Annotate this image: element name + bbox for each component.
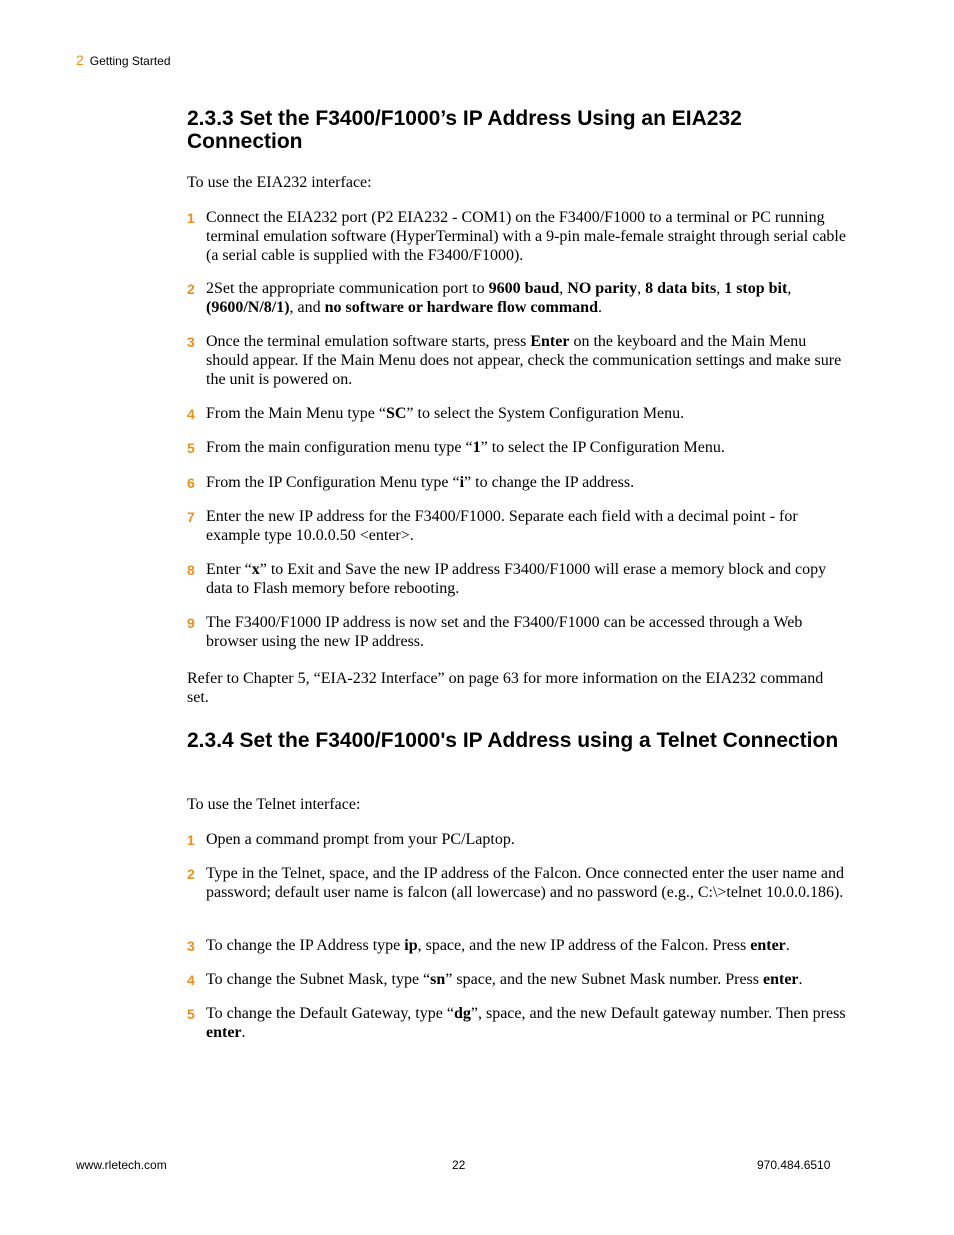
step-number: 2 (187, 281, 195, 297)
step-text: Enter the new IP address for the F3400/F1000. Separate each field with a decimal point - for example type 10.0.0.50 <enter>. (206, 508, 798, 544)
section2-step (187, 830, 847, 849)
step-text: Enter “x” to Exit and Save the new IP address F3400/F1000 will erase a memory block and copy data to Flash memory before rebooting. (206, 561, 827, 597)
section2-intro: To use the Telnet interface: (187, 796, 361, 813)
step-number: 2 (187, 866, 195, 882)
section1-step (187, 507, 847, 545)
section1-step (187, 332, 847, 389)
step-text: Connect the EIA232 port (P2 EIA232 - COM1) on the F3400/F1000 to a terminal or PC running terminal emulation software (HyperTerminal) with a 9-pin male-female straight through serial cable (a serial cable is supplied with the F3400/F1000). (206, 209, 846, 264)
section-heading-2-3-3: 2.3.3 Set the F3400/F1000’s IP Address Using an EIA232 Connection (187, 107, 742, 153)
chapter-title: Getting Started (89, 54, 171, 68)
step-text: 2Set the appropriate communication port to 9600 baud, NO parity, 8 data bits, 1 stop bit, (9600/N/8/1), and no software or hardware flow command. (206, 280, 792, 316)
step-number: 4 (187, 406, 195, 422)
running-header (76, 52, 171, 68)
section1-step (187, 208, 847, 265)
step-number: 9 (187, 615, 195, 631)
section1-step (187, 613, 847, 651)
step-text: The F3400/F1000 IP address is now set and the F3400/F1000 can be accessed through a Web browser using the new IP address. (206, 614, 803, 650)
step-number: 3 (187, 938, 195, 954)
step-text: To change the Default Gateway, type “dg”, space, and the new Default gateway number. Then press enter. (206, 1005, 846, 1041)
step-text: From the main configuration menu type “1” to select the IP Configuration Menu. (206, 439, 725, 456)
step-text: Type in the Telnet, space, and the IP address of the Falcon. Once connected enter the user name and password; default user name is falcon (all lowercase) and no password (e.g., C:\>telnet 10.0.0.186). (206, 865, 844, 901)
step-number: 1 (187, 832, 195, 848)
section1-step (187, 438, 847, 457)
step-text: From the Main Menu type “SC” to select the System Configuration Menu. (206, 405, 685, 422)
step-text: From the IP Configuration Menu type “i” to change the IP address. (206, 474, 635, 491)
step-number: 1 (187, 210, 195, 226)
section-heading-2-3-4: 2.3.4 Set the F3400/F1000's IP Address using a Telnet Connection (187, 729, 839, 752)
step-number: 6 (187, 475, 195, 491)
section1-step (187, 279, 847, 317)
section2-step (187, 936, 847, 955)
section1-intro: To use the EIA232 interface: (187, 174, 372, 191)
footer-phone: 970.484.6510 (757, 1158, 831, 1172)
section1-reference: Refer to Chapter 5, “EIA-232 Interface” on page 63 for more information on the EIA232 command set. (187, 670, 824, 706)
step-number: 3 (187, 334, 195, 350)
step-number: 4 (187, 972, 195, 988)
step-number: 8 (187, 562, 195, 578)
step-text: Once the terminal emulation software starts, press Enter on the keyboard and the Main Menu should appear. If the Main Menu does not appear, check the communication settings and make sure the unit is powered on. (206, 333, 842, 388)
chapter-number: 2 (76, 52, 84, 68)
section2-step (187, 970, 847, 989)
step-number: 5 (187, 1006, 195, 1022)
step-number: 5 (187, 440, 195, 456)
step-text: Open a command prompt from your PC/Laptop. (206, 831, 515, 848)
footer-website: www.rletech.com (76, 1158, 167, 1172)
section1-step (187, 473, 847, 492)
section1-step (187, 560, 847, 598)
section1-step (187, 404, 847, 423)
step-text: To change the Subnet Mask, type “sn” space, and the new Subnet Mask number. Press enter. (206, 971, 803, 988)
step-number: 7 (187, 509, 195, 525)
footer-page-number: 22 (452, 1158, 466, 1172)
step-text: To change the IP Address type ip, space, and the new IP address of the Falcon. Press enter. (206, 937, 790, 954)
section2-step (187, 1004, 847, 1042)
section2-step (187, 864, 847, 902)
